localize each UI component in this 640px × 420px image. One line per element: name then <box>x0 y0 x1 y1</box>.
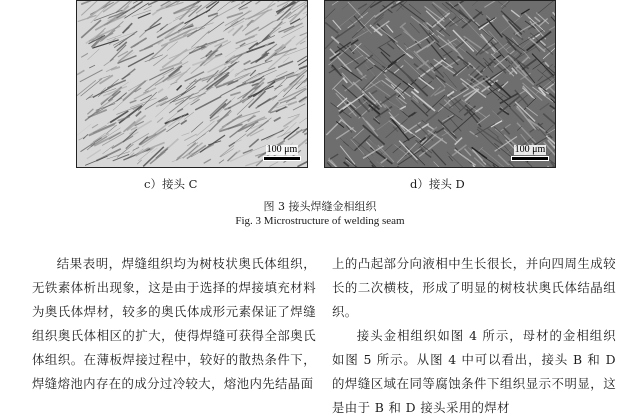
dendrite-streak <box>139 46 152 51</box>
dendrite-streak <box>139 22 155 37</box>
dendrite-streak <box>372 93 397 110</box>
dendrite-streak <box>81 79 102 96</box>
scale-line-c <box>263 156 301 161</box>
dendrite-streak <box>520 90 527 94</box>
dendrite-streak <box>403 136 415 143</box>
dendrite-streak <box>523 98 536 110</box>
dendrite-streak <box>411 92 435 112</box>
dendrite-streak <box>326 120 341 135</box>
dendrite-streak <box>419 77 435 89</box>
dendrite-streak <box>386 25 393 33</box>
dendrite-streak <box>466 51 486 68</box>
dendrite-streak <box>144 6 152 10</box>
dendrite-streak <box>123 23 133 33</box>
dendrite-streak <box>283 57 289 63</box>
dendrite-streak <box>436 128 444 133</box>
dendrite-streak <box>296 29 307 45</box>
dendrite-streak <box>501 11 521 30</box>
dendrite-streak <box>355 44 371 57</box>
dendrite-streak <box>449 18 463 26</box>
dendrite-streak <box>136 111 141 116</box>
dendrite-streak <box>158 23 181 45</box>
dendrite-streak <box>538 76 543 81</box>
dendrite-streak <box>273 22 286 29</box>
dendrite-streak <box>259 21 274 30</box>
dendrite-streak <box>133 1 154 3</box>
dendrite-streak <box>249 139 259 147</box>
dendrite-streak <box>204 159 211 163</box>
dendrite-streak <box>434 89 445 95</box>
dendrite-streak <box>157 118 163 123</box>
dendrite-streak <box>256 99 271 109</box>
dendrite-streak <box>283 121 291 126</box>
dendrite-streak <box>352 26 365 38</box>
dendrite-streak <box>299 110 307 123</box>
dendrite-streak <box>224 107 231 109</box>
dendrite-streak <box>525 161 532 167</box>
dendrite-streak <box>231 1 241 2</box>
dendrite-streak <box>422 81 432 89</box>
dendrite-streak <box>357 68 363 75</box>
dendrite-streak <box>187 134 206 146</box>
dendrite-streak <box>104 59 114 66</box>
dendrite-streak <box>377 114 399 130</box>
dendrite-streak <box>140 129 166 145</box>
scale-bar-c <box>263 145 301 161</box>
dendrite-streak <box>87 109 93 115</box>
dendrite-streak <box>278 61 293 67</box>
dendrite-streak <box>128 80 148 91</box>
dendrite-streak <box>161 34 190 46</box>
dendrite-streak <box>220 149 233 157</box>
dendrite-streak <box>133 147 140 150</box>
dendrite-streak <box>177 85 182 90</box>
dendrite-streak <box>547 128 555 134</box>
subfigure-caption-d: d）接头 D <box>410 176 465 192</box>
dendrite-streak <box>517 126 522 130</box>
dendrite-streak <box>336 128 354 140</box>
dendrite-streak <box>492 111 503 121</box>
dendrite-streak <box>329 69 336 73</box>
figure-caption-english: Fig. 3 Microstructure of welding seam <box>0 215 640 227</box>
dendrite-streak <box>293 104 305 110</box>
dendrite-streak <box>355 55 373 69</box>
dendrite-streak <box>433 2 449 14</box>
dendrite-streak <box>134 88 156 99</box>
dendrite-streak <box>472 1 488 6</box>
dendrite-streak <box>182 133 190 136</box>
body-column-right <box>332 252 616 420</box>
dendrite-streak <box>446 83 457 91</box>
dendrite-streak <box>343 142 349 147</box>
dendrite-streak <box>247 20 253 26</box>
dendrite-streak <box>351 40 358 45</box>
dendrite-streak <box>155 72 181 86</box>
dendrite-streak <box>184 134 196 141</box>
dendrite-streak <box>511 10 520 17</box>
dendrite-streak <box>457 64 471 75</box>
dendrite-streak <box>400 3 425 22</box>
dendrite-streak <box>267 72 294 83</box>
dendrite-streak <box>131 38 147 48</box>
dendrite-streak <box>217 1 236 11</box>
dendrite-streak <box>366 142 375 151</box>
dendrite-streak <box>173 18 180 22</box>
dendrite-streak <box>127 115 146 130</box>
dendrite-streak <box>339 115 351 129</box>
dendrite-streak <box>177 109 183 112</box>
dendrite-streak <box>230 92 240 95</box>
dendrite-streak <box>402 27 415 41</box>
dendrite-streak <box>427 39 447 64</box>
dendrite-streak <box>332 1 346 5</box>
dendrite-streak <box>364 45 387 66</box>
dendrite-streak <box>191 122 203 133</box>
dendrite-streak <box>501 1 520 7</box>
dendrite-streak <box>332 77 344 89</box>
dendrite-streak <box>331 67 343 78</box>
dendrite-streak <box>113 154 129 161</box>
dendrite-streak <box>274 19 280 21</box>
dendrite-streak <box>227 69 234 76</box>
dendrite-streak <box>228 28 234 33</box>
micrograph-joint-d <box>324 0 556 168</box>
dendrite-streak <box>475 107 482 112</box>
dendrite-streak <box>259 68 276 75</box>
paragraph-joint-microstructure: 接头金相组织如图 4 所示，母材的金相组织如图 5 所示。从图 4 中可以看出，接头 B 和 D 的焊缝区域在同等腐蚀条件下组织显示不明显，这是由于 B 和 D 接头采用的焊材 <box>332 324 616 420</box>
dendrite-streak <box>300 29 307 36</box>
dendrite-streak <box>347 46 354 54</box>
dendrite-streak <box>349 20 354 25</box>
dendrite-streak <box>253 76 265 83</box>
dendrite-streak <box>365 64 384 86</box>
scale-bar-d <box>511 145 549 161</box>
dendrite-streak <box>340 146 355 165</box>
dendrite-streak <box>491 121 502 127</box>
dendrite-streak <box>77 124 91 136</box>
dendrite-streak <box>358 4 367 9</box>
dendrite-streak <box>136 148 149 156</box>
dendrite-streak <box>77 80 96 95</box>
dendrite-streak <box>537 1 555 14</box>
dendrite-streak <box>256 1 262 4</box>
dendrite-streak <box>344 162 349 166</box>
dendrite-streak <box>398 149 422 165</box>
dendrite-streak <box>336 11 360 30</box>
dendrite-streak <box>132 10 151 16</box>
dendrite-streak <box>325 9 335 19</box>
paragraph-results: 结果表明，焊缝组织均为树枝状奥氏体组织，无铁素体析出现象，这是由于选择的焊接填充材料为奥氏体焊材，较多的奥氏体成形元素保证了焊缝组织奥氏体相区的扩大，使得焊缝可获得全部奥氏体组织。在薄板焊接过程中，较好的散热条件下，焊缝熔池内存在的成分过冷较大，熔池内先结晶面 <box>32 252 316 396</box>
micrograph-d-texture <box>325 1 555 167</box>
dendrite-streak <box>124 122 136 132</box>
dendrite-streak <box>181 120 187 124</box>
dendrite-streak <box>281 81 298 92</box>
dendrite-streak <box>355 166 369 168</box>
dendrite-streak <box>263 70 277 76</box>
dendrite-streak <box>504 128 510 135</box>
dendrite-streak <box>333 20 341 30</box>
dendrite-streak <box>161 22 172 28</box>
dendrite-streak <box>112 136 133 149</box>
dendrite-streak <box>414 51 435 73</box>
dendrite-streak <box>250 70 256 76</box>
dendrite-streak <box>408 112 415 117</box>
dendrite-streak <box>251 55 268 64</box>
dendrite-streak <box>288 102 297 105</box>
dendrite-streak <box>351 43 361 52</box>
dendrite-streak <box>393 146 401 153</box>
dendrite-streak <box>468 63 482 76</box>
dendrite-streak <box>231 11 250 25</box>
dendrite-streak <box>77 70 84 74</box>
dendrite-streak <box>130 100 137 103</box>
dendrite-streak <box>306 67 307 79</box>
dendrite-streak <box>177 143 198 159</box>
dendrite-streak <box>334 89 356 108</box>
figure-caption-chinese: 图 3 接头焊缝金相组织 <box>0 198 640 214</box>
dendrite-streak <box>88 49 100 60</box>
dendrite-streak <box>137 160 142 164</box>
scale-line-d <box>511 156 549 161</box>
dendrite-streak <box>428 125 434 129</box>
dendrite-streak <box>550 105 555 115</box>
dendrite-streak <box>158 89 163 93</box>
dendrite-streak <box>410 39 424 47</box>
dendrite-streak <box>157 29 163 33</box>
subfigure-caption-c: c）接头 C <box>144 176 197 192</box>
dendrite-streak <box>233 26 243 36</box>
dendrite-streak <box>540 103 550 110</box>
dendrite-streak <box>81 138 102 152</box>
dendrite-streak <box>458 56 473 67</box>
dendrite-streak <box>166 123 179 132</box>
dendrite-streak <box>543 114 555 131</box>
body-column-left <box>32 252 316 396</box>
dendrite-streak <box>549 25 555 30</box>
dendrite-streak <box>219 160 224 164</box>
dendrite-streak <box>447 152 469 167</box>
scale-label-c: 100 μm <box>266 145 299 155</box>
dendrite-streak <box>195 96 221 110</box>
dendrite-streak <box>432 150 446 166</box>
dendrite-streak <box>89 65 95 68</box>
dendrite-streak <box>81 1 104 4</box>
dendrite-streak <box>386 78 411 97</box>
dendrite-streak <box>389 100 403 111</box>
dendrite-streak <box>387 44 394 50</box>
dendrite-streak <box>465 149 471 156</box>
dendrite-streak <box>274 117 281 121</box>
dendrite-streak <box>535 17 541 22</box>
dendrite-streak <box>330 154 338 159</box>
dendrite-streak <box>522 88 534 99</box>
dendrite-streak <box>436 24 450 37</box>
dendrite-streak <box>293 66 304 74</box>
dendrite-streak <box>154 118 175 134</box>
dendrite-streak <box>509 161 519 167</box>
dendrite-streak <box>510 108 524 123</box>
dendrite-streak <box>498 2 506 8</box>
dendrite-streak <box>100 75 113 84</box>
dendrite-streak <box>298 54 307 66</box>
dendrite-streak <box>81 53 88 57</box>
paragraph-continuation: 上的凸起部分向液相中生长很长，并向四周生成较长的二次横枝，形成了明显的树枝状奥氏体结晶组织。 <box>332 252 616 324</box>
dendrite-streak <box>244 61 251 65</box>
micrograph-joint-c <box>76 0 308 168</box>
dendrite-streak <box>92 124 98 128</box>
dendrite-streak <box>410 23 420 33</box>
dendrite-streak <box>453 113 475 132</box>
dendrite-streak <box>502 34 524 52</box>
dendrite-streak <box>87 150 101 159</box>
dendrite-streak <box>371 91 377 94</box>
dendrite-streak <box>108 80 126 88</box>
scale-label-d: 100 μm <box>514 145 547 155</box>
dendrite-streak <box>381 158 387 163</box>
dendrite-streak <box>426 95 445 113</box>
dendrite-streak <box>122 69 135 80</box>
dendrite-streak <box>409 4 421 14</box>
dendrite-streak <box>180 46 199 62</box>
dendrite-streak <box>78 15 97 21</box>
dendrite-streak <box>235 150 241 154</box>
dendrite-streak <box>403 122 420 134</box>
dendrite-streak <box>284 115 299 127</box>
micrograph-c-texture <box>77 1 307 167</box>
dendrite-streak <box>220 145 234 156</box>
dendrite-streak <box>422 120 427 124</box>
dendrite-streak <box>269 162 278 167</box>
dendrite-streak <box>452 145 467 156</box>
dendrite-streak <box>502 1 521 9</box>
dendrite-streak <box>363 146 383 159</box>
